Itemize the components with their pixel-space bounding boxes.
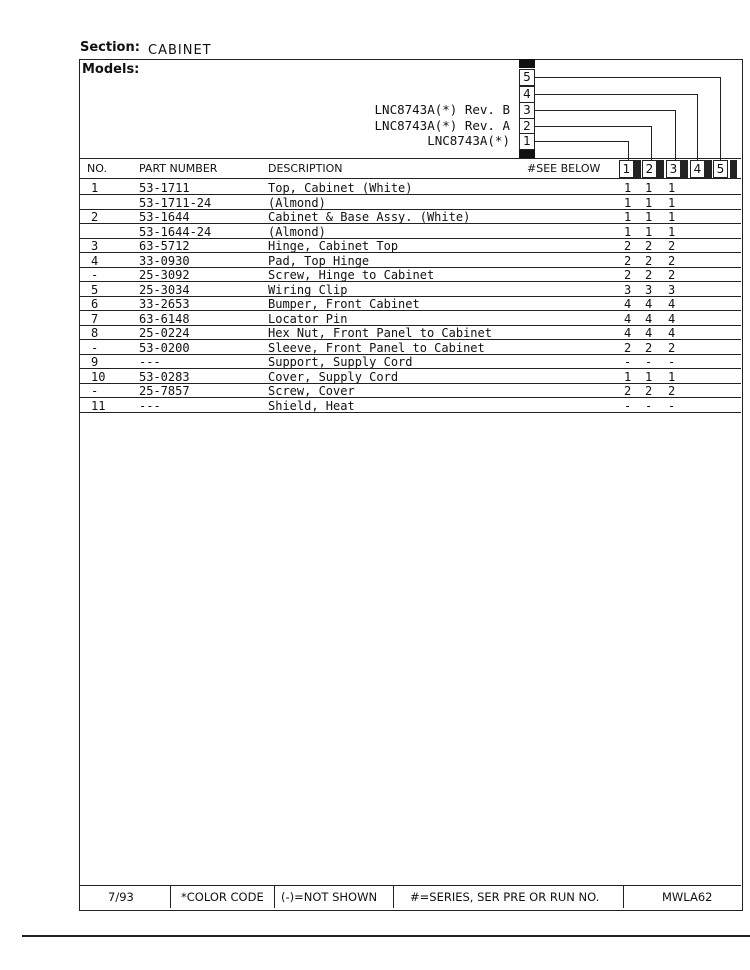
model-line-base: LNC8743A(*) [427, 133, 510, 148]
row-description: Screw, Cover [268, 384, 355, 398]
row-qty-2: 4 [645, 297, 653, 311]
col-header-2: 2 [642, 160, 657, 178]
row-part-number: 53-1644 [139, 210, 190, 224]
row-no: 3 [91, 239, 99, 253]
row-qty-1: 2 [624, 239, 632, 253]
row-part-number: 25-3034 [139, 283, 190, 297]
row-description: Bumper, Front Cabinet [268, 297, 420, 311]
col-header-5: 5 [713, 160, 728, 178]
model-box-4: 4 [519, 86, 535, 103]
row-qty-1: 2 [624, 268, 632, 282]
models-label: Models: [82, 62, 140, 77]
row-part-number: 33-2653 [139, 297, 190, 311]
header-description: DESCRIPTION [268, 162, 343, 175]
row-qty-3: 3 [668, 283, 676, 297]
row-qty-2: 3 [645, 283, 653, 297]
row-part-number: 53-0200 [139, 341, 190, 355]
row-qty-2: 1 [645, 370, 653, 384]
row-description: Top, Cabinet (White) [268, 181, 413, 195]
col-header-1: 1 [619, 160, 634, 178]
row-qty-2: 4 [645, 312, 653, 326]
model-box-3: 3 [519, 102, 535, 119]
row-part-number: 53-1711-24 [139, 196, 212, 210]
row-qty-1: 2 [624, 254, 632, 268]
row-qty-2: 1 [645, 181, 653, 195]
col-header-3: 3 [666, 160, 681, 178]
row-part-number: 63-5712 [139, 239, 190, 253]
row-description: Hinge, Cabinet Top [268, 239, 399, 253]
row-qty-2: 4 [645, 326, 653, 340]
header-no: NO. [87, 162, 107, 175]
row-description: Cover, Supply Cord [268, 370, 399, 384]
row-qty-3: 2 [668, 384, 676, 398]
row-qty-2: - [645, 355, 653, 369]
header-part-number: PART NUMBER [139, 162, 218, 175]
table-row [79, 384, 741, 398]
row-qty-3: - [668, 399, 676, 413]
row-qty-1: 2 [624, 384, 632, 398]
section-label: Section: [80, 40, 140, 55]
row-no: 1 [91, 181, 99, 195]
model-box-5: 5 [519, 69, 535, 86]
row-qty-2: 1 [645, 210, 653, 224]
row-description: Sleeve, Front Panel to Cabinet [268, 341, 485, 355]
row-qty-3: 2 [668, 341, 676, 355]
row-qty-2: 2 [645, 341, 653, 355]
row-qty-2: - [645, 399, 653, 413]
black-marker [519, 59, 535, 68]
row-no: - [91, 268, 99, 282]
row-qty-1: 2 [624, 341, 632, 355]
footer-code: MWLA62 [662, 890, 713, 904]
section-value: CABINET [148, 43, 212, 58]
row-qty-3: 1 [668, 370, 676, 384]
row-part-number: 53-0283 [139, 370, 190, 384]
row-part-number: 53-1711 [139, 181, 190, 195]
table-row [79, 268, 741, 282]
row-description: Pad, Top Hinge [268, 254, 370, 268]
table-row [79, 370, 741, 384]
row-part-number: --- [139, 399, 161, 413]
row-qty-2: 1 [645, 196, 653, 210]
row-qty-3: 1 [668, 196, 676, 210]
row-part-number: 25-7857 [139, 384, 190, 398]
row-qty-1: - [624, 399, 632, 413]
model-line-rev-a: LNC8743A(*) Rev. A [374, 118, 510, 133]
row-no: 10 [91, 370, 106, 384]
row-part-number: 25-0224 [139, 326, 190, 340]
row-qty-3: 1 [668, 210, 676, 224]
row-qty-1: 1 [624, 370, 632, 384]
table-row [79, 312, 741, 326]
footer-color-code: *COLOR CODE [181, 890, 264, 904]
table-row [79, 399, 741, 413]
header-see-below: #SEE BELOW [527, 162, 601, 175]
row-qty-1: 4 [624, 297, 632, 311]
row-description: (Almond) [268, 196, 326, 210]
table-row [79, 181, 741, 195]
row-no: - [91, 384, 99, 398]
row-no: 8 [91, 326, 99, 340]
row-qty-3: 2 [668, 254, 676, 268]
row-qty-3: 2 [668, 268, 676, 282]
row-qty-1: 1 [624, 196, 632, 210]
row-description: Locator Pin [268, 312, 348, 326]
row-qty-1: 4 [624, 326, 632, 340]
row-description: Shield, Heat [268, 399, 355, 413]
row-qty-3: 1 [668, 225, 676, 239]
row-qty-1: 1 [624, 225, 632, 239]
row-qty-1: - [624, 355, 632, 369]
row-no: 7 [91, 312, 99, 326]
row-description: Screw, Hinge to Cabinet [268, 268, 435, 282]
row-no: 4 [91, 254, 99, 268]
row-no: 5 [91, 283, 99, 297]
row-qty-3: 4 [668, 297, 676, 311]
model-line-rev-b: LNC8743A(*) Rev. B [374, 102, 510, 117]
table-row [79, 196, 741, 210]
table-row [79, 355, 741, 369]
row-part-number: 63-6148 [139, 312, 190, 326]
table-row [79, 297, 741, 311]
row-qty-3: 2 [668, 239, 676, 253]
row-part-number: 53-1644-24 [139, 225, 212, 239]
row-qty-3: - [668, 355, 676, 369]
row-qty-1: 3 [624, 283, 632, 297]
row-no: 2 [91, 210, 99, 224]
col-header-4: 4 [690, 160, 705, 178]
row-description: Hex Nut, Front Panel to Cabinet [268, 326, 492, 340]
row-qty-2: 1 [645, 225, 653, 239]
table-row [79, 254, 741, 268]
footer-series-note: #=SERIES, SER PRE OR RUN NO. [410, 890, 600, 904]
row-description: Wiring Clip [268, 283, 348, 297]
table-row [79, 326, 741, 340]
row-qty-3: 1 [668, 181, 676, 195]
row-no: - [91, 341, 99, 355]
row-part-number: 25-3092 [139, 268, 190, 282]
footer-not-shown: (-)=NOT SHOWN [281, 890, 378, 904]
table-row [79, 341, 741, 355]
model-box-1: 1 [519, 133, 535, 150]
row-no: 6 [91, 297, 99, 311]
row-qty-3: 4 [668, 312, 676, 326]
table-row [79, 239, 741, 253]
row-qty-2: 2 [645, 384, 653, 398]
row-qty-2: 2 [645, 254, 653, 268]
row-no: 9 [91, 355, 99, 369]
row-qty-1: 4 [624, 312, 632, 326]
row-qty-2: 2 [645, 268, 653, 282]
row-no: 11 [91, 399, 106, 413]
model-box-2: 2 [519, 118, 535, 135]
row-qty-1: 1 [624, 210, 632, 224]
row-description: (Almond) [268, 225, 326, 239]
row-qty-3: 4 [668, 326, 676, 340]
row-description: Support, Supply Cord [268, 355, 413, 369]
table-row [79, 283, 741, 297]
row-qty-2: 2 [645, 239, 653, 253]
table-row [79, 225, 741, 239]
row-part-number: 33-0930 [139, 254, 190, 268]
row-description: Cabinet & Base Assy. (White) [268, 210, 471, 224]
footer-date: 7/93 [108, 890, 134, 904]
row-part-number: --- [139, 355, 161, 369]
row-qty-1: 1 [624, 181, 632, 195]
table-row [79, 210, 741, 224]
